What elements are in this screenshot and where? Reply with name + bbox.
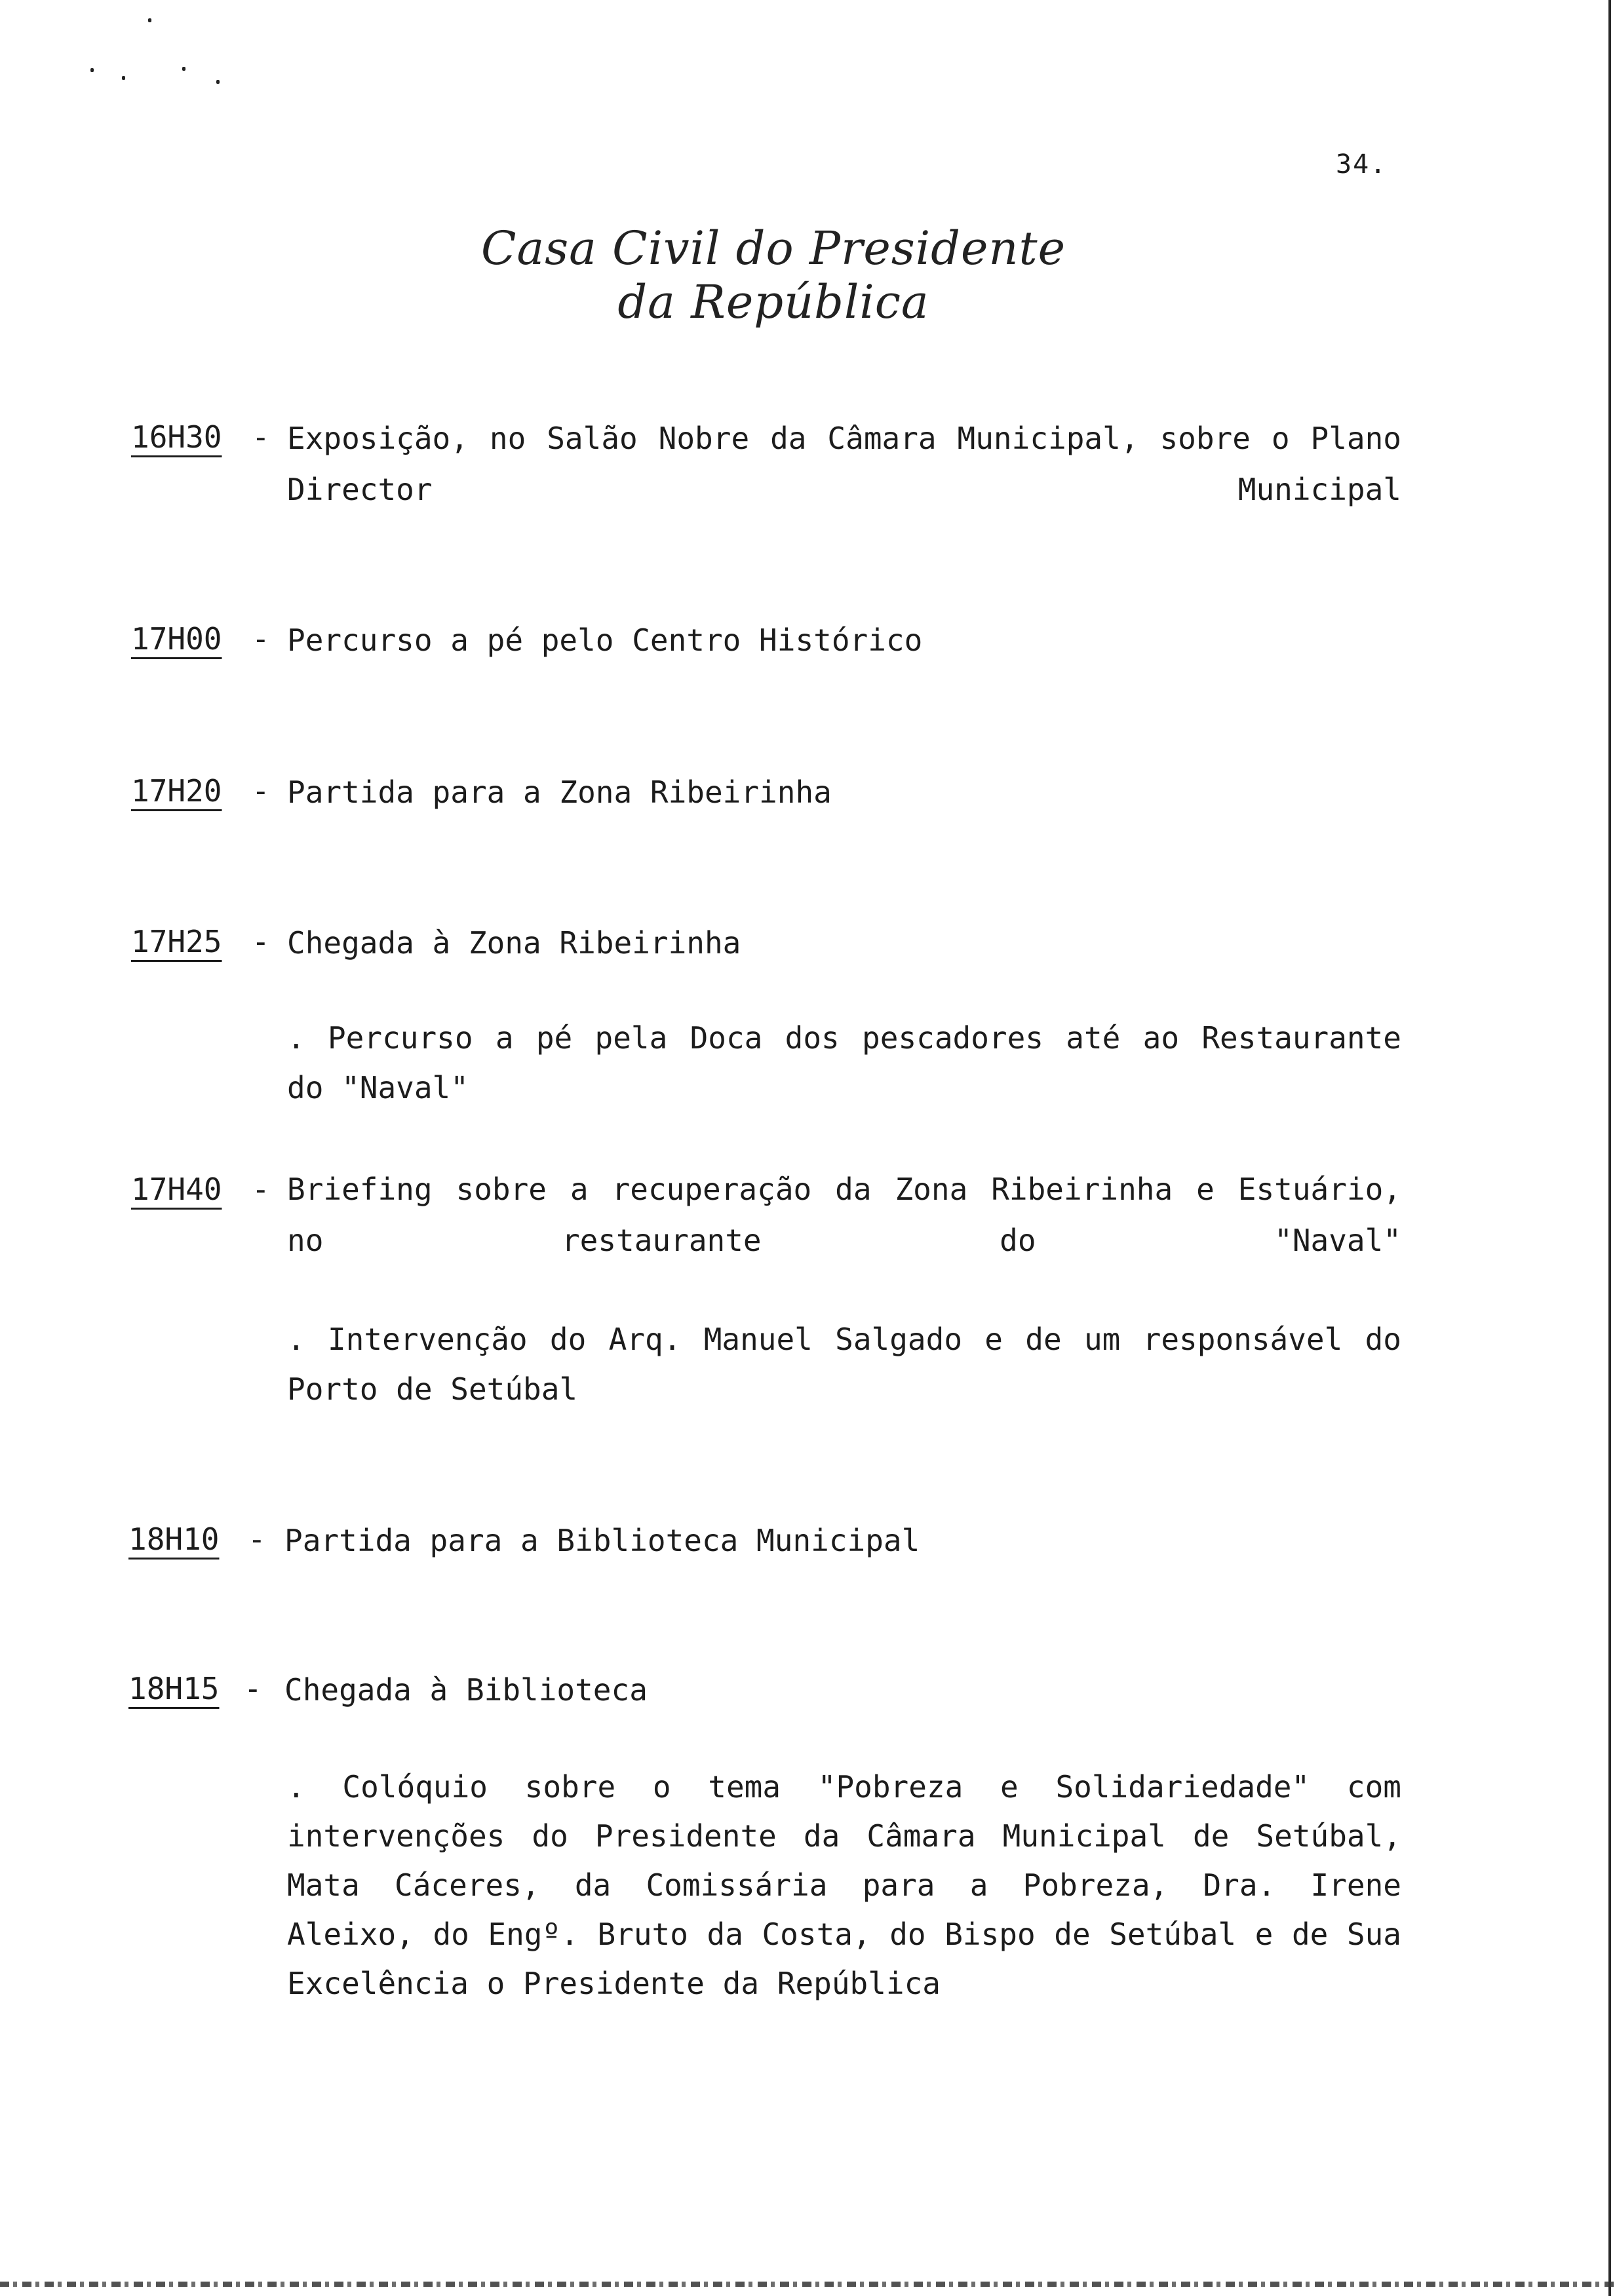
entry-time: 17H00 [131, 621, 222, 657]
entry-description: Chegada à Zona Ribeirinha [287, 925, 741, 961]
entry-sub-item [287, 1314, 1401, 1414]
scan-speck [90, 68, 94, 72]
entry-time: 17H25 [131, 924, 222, 959]
entry-dash: - [252, 924, 270, 959]
entry-time: 17H40 [131, 1172, 222, 1207]
entry-sub-item [287, 1013, 1401, 1113]
entry-description: Briefing sobre a recuperação da Zona Ribeirinha e Estuário, no restaurante do "Naval" [287, 1172, 1401, 1258]
entry-sub-text: . Colóquio sobre o tema "Pobreza e Solidariedade" com intervenções do Presidente da Câmara Municipal de Setúbal, Mata Cáceres, da Comissária para a Pobreza, Dra. Irene Aleixo, do Engº. Bruto da Costa, do Bispo de Setúbal e de Sua Excelência o Presidente da República [287, 1769, 1401, 2001]
scan-speck [148, 18, 151, 22]
entry-description: Percurso a pé pelo Centro Histórico [287, 622, 923, 658]
entry-description: Chegada à Biblioteca [284, 1672, 648, 1708]
entry-description [287, 413, 1401, 515]
entry-description: Partida para a Zona Ribeirinha [287, 775, 832, 810]
entry-description: Partida para a Biblioteca Municipal [284, 1523, 920, 1558]
entry-dash: - [252, 773, 270, 809]
scan-speck [216, 80, 220, 84]
entry-dash: - [244, 1671, 262, 1706]
page-number: 34. [1336, 149, 1388, 180]
entry-time: 16H30 [131, 419, 222, 455]
scan-edge-right [1608, 0, 1611, 2296]
entry-description-text: Exposição, no Salão Nobre da Câmara Municipal, sobre o Plano Director Municipal [287, 421, 1401, 507]
scan-speck [182, 67, 185, 71]
letterhead-title: Casa Civil do Presidente da República [480, 221, 1066, 329]
entry-dash: - [248, 1521, 266, 1557]
entry-dash: - [252, 1172, 270, 1207]
entry-sub-text: . Percurso a pé pela Doca dos pescadores até ao Restaurante do "Naval" [287, 1020, 1401, 1105]
entry-time: 18H15 [128, 1671, 220, 1706]
scan-edge-bottom [0, 2282, 1615, 2287]
entry-time: 18H10 [128, 1521, 220, 1557]
entry-sub-item [287, 1763, 1401, 2008]
entry-dash: - [252, 419, 270, 455]
entry-time: 17H20 [131, 773, 222, 809]
entry-dash: - [252, 621, 270, 657]
entry-sub-text: . Intervenção do Arq. Manuel Salgado e de um responsável do Porto de Setúbal [287, 1322, 1401, 1407]
scan-speck [122, 76, 125, 80]
